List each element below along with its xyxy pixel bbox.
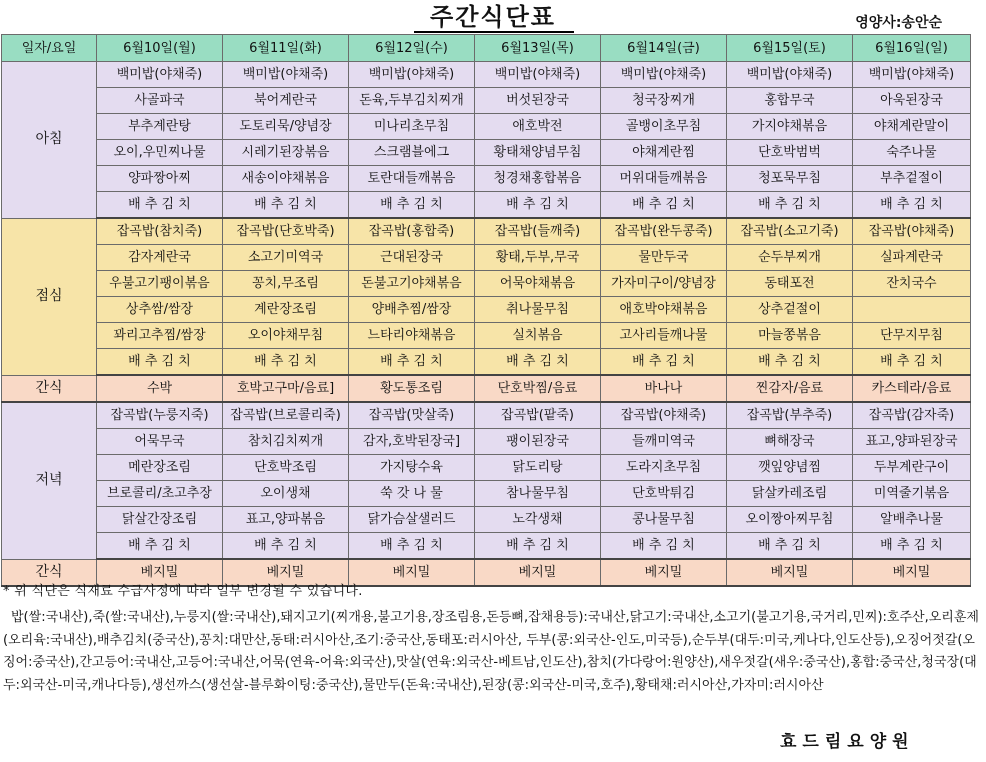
menu-cell: 잡곡밥(소고기죽)	[727, 218, 853, 245]
snack-cell: 베지밀	[97, 559, 223, 586]
dinner-row	[2, 402, 971, 429]
menu-cell: 닭살간장조림	[97, 507, 223, 533]
menu-cell: 쑥 갓 나 물	[349, 481, 475, 507]
menu-cell: 깻잎양념찜	[727, 455, 853, 481]
lunch-row	[2, 271, 971, 297]
menu-cell: 표고,양파된장국	[853, 429, 971, 455]
menu-cell: 골뱅이초무침	[601, 114, 727, 140]
breakfast-label: 아침	[2, 62, 97, 219]
menu-cell: 배 추 김 치	[475, 533, 601, 560]
facility-name: 효드림요양원	[780, 732, 915, 752]
lunch-row	[2, 245, 971, 271]
breakfast-row	[2, 166, 971, 192]
menu-cell: 배 추 김 치	[97, 192, 223, 219]
header-row	[2, 35, 971, 62]
menu-cell: 황태채양념무침	[475, 140, 601, 166]
menu-cell: 배 추 김 치	[349, 533, 475, 560]
menu-cell: 참나물무침	[475, 481, 601, 507]
menu-cell: 잔치국수	[853, 271, 971, 297]
snack-cell: 수박	[97, 375, 223, 402]
breakfast-row	[2, 192, 971, 219]
menu-cell: 배 추 김 치	[349, 349, 475, 376]
header-date-day: 일자/요일	[2, 35, 97, 62]
menu-cell: 머위대들깨볶음	[601, 166, 727, 192]
menu-cell: 야채계란말이	[853, 114, 971, 140]
menu-cell: 잡곡밥(완두콩죽)	[601, 218, 727, 245]
menu-cell: 계란장조림	[223, 297, 349, 323]
page-title: 주간식단표	[430, 3, 556, 31]
snack-cell: 찐감자/음료	[727, 375, 853, 402]
menu-cell: 두부계란구이	[853, 455, 971, 481]
menu-cell: 어묵야채볶음	[475, 271, 601, 297]
menu-cell: 백미밥(야채죽)	[853, 62, 971, 88]
menu-cell: 배 추 김 치	[349, 192, 475, 219]
menu-cell: 순두부찌개	[727, 245, 853, 271]
snack-cell: 베지밀	[349, 559, 475, 586]
menu-cell: 근대된장국	[349, 245, 475, 271]
snack-cell: 단호박찜/음료	[475, 375, 601, 402]
menu-cell: 가자미구이/양념장	[601, 271, 727, 297]
menu-cell: 배 추 김 치	[727, 349, 853, 376]
menu-cell: 백미밥(야채죽)	[349, 62, 475, 88]
lunch-label: 점심	[2, 218, 97, 375]
menu-cell: 동태포전	[727, 271, 853, 297]
menu-cell: 팽이된장국	[475, 429, 601, 455]
menu-cell: 배 추 김 치	[601, 533, 727, 560]
menu-cell: 꽁치,무조림	[223, 271, 349, 297]
breakfast-row	[2, 114, 971, 140]
menu-cell: 홍합무국	[727, 88, 853, 114]
menu-cell: 배 추 김 치	[223, 533, 349, 560]
menu-cell: 돈불고기야채볶음	[349, 271, 475, 297]
menu-cell: 백미밥(야채죽)	[727, 62, 853, 88]
menu-cell: 가지야채볶음	[727, 114, 853, 140]
dinner-row	[2, 429, 971, 455]
header-day: 6월16일(일)	[853, 35, 971, 62]
menu-cell: 배 추 김 치	[727, 533, 853, 560]
menu-cell: 콩나물무침	[601, 507, 727, 533]
menu-cell: 배 추 김 치	[475, 349, 601, 376]
menu-cell: 배 추 김 치	[601, 349, 727, 376]
menu-cell: 백미밥(야채죽)	[475, 62, 601, 88]
menu-cell: 도토리묵/양념장	[223, 114, 349, 140]
menu-cell	[853, 297, 971, 323]
menu-cell: 단호박튀김	[601, 481, 727, 507]
menu-cell: 버섯된장국	[475, 88, 601, 114]
menu-cell: 닭살카레조림	[727, 481, 853, 507]
header-day: 6월14일(금)	[601, 35, 727, 62]
menu-cell: 잡곡밥(팥죽)	[475, 402, 601, 429]
menu-cell: 취나물무침	[475, 297, 601, 323]
header-day: 6월12일(수)	[349, 35, 475, 62]
menu-cell: 잡곡밥(야채죽)	[853, 218, 971, 245]
menu-cell: 사골파국	[97, 88, 223, 114]
menu-cell: 잡곡밥(감자죽)	[853, 402, 971, 429]
menu-cell: 표고,양파볶음	[223, 507, 349, 533]
snack1-label: 간식	[2, 375, 97, 402]
menu-cell: 미나리초무침	[349, 114, 475, 140]
snack-cell: 황도통조림	[349, 375, 475, 402]
menu-cell: 알배추나물	[853, 507, 971, 533]
menu-cell: 어묵무국	[97, 429, 223, 455]
menu-cell: 잡곡밥(홍합죽)	[349, 218, 475, 245]
origin-info: 밥(쌀:국내산),죽(쌀:국내산),누룽지(쌀:국내산),돼지고기(찌개용,불고기용,장조림용,돈등뼈,잡채용등):국내산,닭고기:국내산,소고기(불고기용,국거리,민찌):호주산,오리훈제(오리육:국내산),배추김치(중국산),꽁치:대만산,동태:러시아산,조기:중국산,동태포:러시아산, 두부(콩:외국산-인도,미국등),순두부(대두:미국,케나다,인도산등),오징어젓갈(오징어:중국산),간고등어:국내산,고등어:국내산,어묵(연육-어육:외국산),맛살(연육:외국산-베트남,인도산),참치(가다랑어:원양산),새우젓갈(새우:중국산),홍합:중국산,청국장(대두:외국산-미국,캐나다등),생선까스(생선살-블루화이팅:중국산),물만두(돈육:국내산),된장(콩:외국산-미국,호주),황태채:러시아산,가자미:러시아산	[3, 610, 979, 693]
menu-cell: 배 추 김 치	[97, 533, 223, 560]
menu-cell: 참치김치찌개	[223, 429, 349, 455]
menu-cell: 청경채홍합볶음	[475, 166, 601, 192]
menu-cell: 청국장찌개	[601, 88, 727, 114]
lunch-row	[2, 297, 971, 323]
menu-cell: 황태,두부,무국	[475, 245, 601, 271]
menu-cell: 오이짱아찌무침	[727, 507, 853, 533]
snack-cell: 호박고구마/음료]	[223, 375, 349, 402]
title-underline	[414, 31, 574, 33]
lunch-row	[2, 218, 971, 245]
menu-cell: 뼈해장국	[727, 429, 853, 455]
menu-cell: 청포묵무침	[727, 166, 853, 192]
menu-cell: 배 추 김 치	[853, 533, 971, 560]
lunch-row	[2, 349, 971, 376]
menu-cell: 스크램블에그	[349, 140, 475, 166]
snack-cell: 베지밀	[601, 559, 727, 586]
menu-cell: 브로콜리/초고추장	[97, 481, 223, 507]
menu-cell: 단호박조림	[223, 455, 349, 481]
dinner-row	[2, 455, 971, 481]
menu-cell: 새송이야채볶음	[223, 166, 349, 192]
menu-cell: 돈육,두부김치찌개	[349, 88, 475, 114]
menu-cell: 북어계란국	[223, 88, 349, 114]
menu-cell: 배 추 김 치	[727, 192, 853, 219]
breakfast-row	[2, 62, 971, 88]
menu-cell: 노각생채	[475, 507, 601, 533]
menu-cell: 양배추찜/쌈장	[349, 297, 475, 323]
menu-cell: 잡곡밥(야채죽)	[601, 402, 727, 429]
menu-cell: 숙주나물	[853, 140, 971, 166]
menu-cell: 도라지초무침	[601, 455, 727, 481]
snack-cell: 베지밀	[475, 559, 601, 586]
change-notice: * 위 식단은 식재료 수급사정에 따라 일부 변경될 수 있습니다.	[3, 584, 363, 599]
menu-cell: 배 추 김 치	[853, 349, 971, 376]
menu-cell: 배 추 김 치	[97, 349, 223, 376]
header-day: 6월11일(화)	[223, 35, 349, 62]
snack-cell: 카스테라/음료	[853, 375, 971, 402]
snack-cell: 베지밀	[223, 559, 349, 586]
header-day: 6월10일(월)	[97, 35, 223, 62]
menu-cell: 배 추 김 치	[223, 192, 349, 219]
menu-cell: 양파짱아찌	[97, 166, 223, 192]
menu-cell: 잡곡밥(부추죽)	[727, 402, 853, 429]
menu-cell: 닭가슴살샐러드	[349, 507, 475, 533]
menu-cell: 물만두국	[601, 245, 727, 271]
menu-cell: 시레기된장볶음	[223, 140, 349, 166]
nutritionist-label: 영양사:송안순	[855, 15, 942, 31]
menu-cell: 잡곡밥(누룽지죽)	[97, 402, 223, 429]
menu-cell: 아욱된장국	[853, 88, 971, 114]
menu-cell: 잡곡밥(참치죽)	[97, 218, 223, 245]
menu-cell: 애호박야채볶음	[601, 297, 727, 323]
menu-cell: 부추계란탕	[97, 114, 223, 140]
snack-cell: 베지밀	[727, 559, 853, 586]
menu-cell: 우불고기팽이볶음	[97, 271, 223, 297]
snack2-label: 간식	[2, 559, 97, 586]
menu-cell: 상추쌈/쌈장	[97, 297, 223, 323]
menu-cell: 야채계란찜	[601, 140, 727, 166]
menu-cell: 미역줄기볶음	[853, 481, 971, 507]
menu-cell: 마늘쫑볶음	[727, 323, 853, 349]
menu-cell: 잡곡밥(들깨죽)	[475, 218, 601, 245]
weekly-menu-table	[1, 34, 971, 587]
menu-cell: 배 추 김 치	[601, 192, 727, 219]
menu-cell: 백미밥(야채죽)	[601, 62, 727, 88]
breakfast-row	[2, 88, 971, 114]
menu-cell: 단호박범벅	[727, 140, 853, 166]
dinner-row	[2, 481, 971, 507]
lunch-row	[2, 323, 971, 349]
menu-cell: 애호박전	[475, 114, 601, 140]
breakfast-row	[2, 140, 971, 166]
snack1-row	[2, 375, 971, 402]
menu-cell: 오이,우민찌나물	[97, 140, 223, 166]
menu-cell: 배 추 김 치	[223, 349, 349, 376]
menu-cell: 부추겉절이	[853, 166, 971, 192]
menu-cell: 감자,호박된장국]	[349, 429, 475, 455]
menu-cell: 백미밥(야채죽)	[223, 62, 349, 88]
snack-cell: 베지밀	[853, 559, 971, 586]
dinner-label: 저녁	[2, 402, 97, 559]
dinner-row	[2, 533, 971, 560]
menu-cell: 잡곡밥(맛살죽)	[349, 402, 475, 429]
menu-cell: 잡곡밥(단호박죽)	[223, 218, 349, 245]
menu-cell: 가지탕수육	[349, 455, 475, 481]
menu-cell: 잡곡밥(브로콜리죽)	[223, 402, 349, 429]
header-day: 6월15일(토)	[727, 35, 853, 62]
menu-cell: 상추겉절이	[727, 297, 853, 323]
header-day: 6월13일(목)	[475, 35, 601, 62]
menu-cell: 고사리들깨나물	[601, 323, 727, 349]
menu-cell: 실치볶음	[475, 323, 601, 349]
menu-cell: 오이야채무침	[223, 323, 349, 349]
menu-cell: 느타리야채볶음	[349, 323, 475, 349]
snack-cell: 바나나	[601, 375, 727, 402]
menu-cell: 꽈리고추찜/쌈장	[97, 323, 223, 349]
menu-cell: 메란장조림	[97, 455, 223, 481]
menu-cell: 소고기미역국	[223, 245, 349, 271]
menu-cell: 들깨미역국	[601, 429, 727, 455]
menu-cell: 실파계란국	[853, 245, 971, 271]
menu-cell: 단무지무침	[853, 323, 971, 349]
menu-cell: 백미밥(야채죽)	[97, 62, 223, 88]
menu-cell: 배 추 김 치	[853, 192, 971, 219]
menu-cell: 감자계란국	[97, 245, 223, 271]
menu-cell: 토란대들깨볶음	[349, 166, 475, 192]
dinner-row	[2, 507, 971, 533]
menu-cell: 배 추 김 치	[475, 192, 601, 219]
menu-cell: 오이생채	[223, 481, 349, 507]
menu-cell: 닭도리탕	[475, 455, 601, 481]
